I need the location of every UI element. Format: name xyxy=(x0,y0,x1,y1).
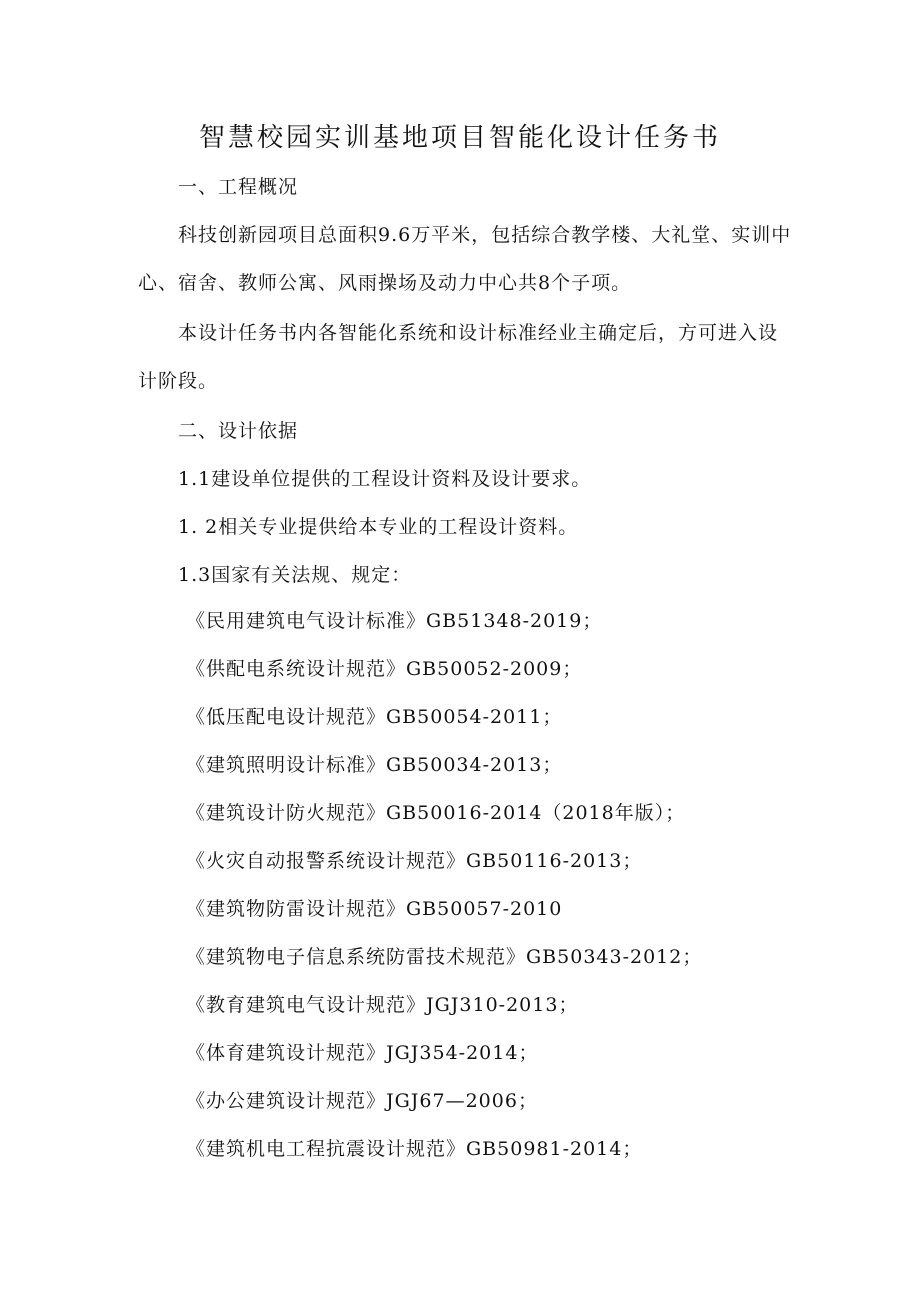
standard-reference: 《建筑照明设计标准》GB50034-2013； xyxy=(186,754,563,776)
document-title: 智慧校园实训基地项目智能化设计任务书 xyxy=(198,123,721,153)
standard-reference: 《建筑机电工程抗震设计规范》GB50981-2014； xyxy=(186,1138,643,1160)
overview-paragraph-line-2: 心、宿舍、教师公寓、风雨操场及动力中心共8个子项。 xyxy=(138,272,632,294)
approval-paragraph-line-2: 计阶段。 xyxy=(138,370,219,392)
standard-reference: 《供配电系统设计规范》GB50052-2009； xyxy=(186,658,583,680)
standard-reference: 《建筑物防雷设计规范》GB50057-2010 xyxy=(186,898,563,920)
standard-reference: 《建筑设计防火规范》GB50016-2014（2018年版）； xyxy=(186,802,686,824)
standard-reference: 《建筑物电子信息系统防雷技术规范》GB50343-2012； xyxy=(186,946,703,968)
basis-item: 1.3国家有关法规、规定： xyxy=(178,564,412,586)
approval-paragraph-line-1: 本设计任务书内各智能化系统和设计标准经业主确定后，方可进入设 xyxy=(178,322,779,344)
standard-reference: 《体育建筑设计规范》JGJ354-2014； xyxy=(186,1042,539,1064)
section-heading-basis: 二、设计依据 xyxy=(178,420,299,442)
standard-reference: 《民用建筑电气设计标准》GB51348-2019； xyxy=(186,610,603,632)
standard-reference: 《教育建筑电气设计规范》JGJ310-2013； xyxy=(186,994,579,1016)
section-heading-overview: 一、工程概况 xyxy=(178,176,299,198)
standard-reference: 《办公建筑设计规范》JGJ67—2006； xyxy=(186,1090,538,1112)
basis-item: 1.1建设单位提供的工程设计资料及设计要求。 xyxy=(178,468,592,490)
standard-reference: 《低压配电设计规范》GB50054-2011； xyxy=(186,706,563,728)
basis-item: 1. 2相关专业提供给本专业的工程设计资料。 xyxy=(178,516,579,538)
standard-reference: 《火灾自动报警系统设计规范》GB50116-2013； xyxy=(186,850,643,872)
overview-paragraph-line-1: 科技创新园项目总面积9.6万平米，包括综合教学楼、大礼堂、实训中 xyxy=(178,224,792,246)
